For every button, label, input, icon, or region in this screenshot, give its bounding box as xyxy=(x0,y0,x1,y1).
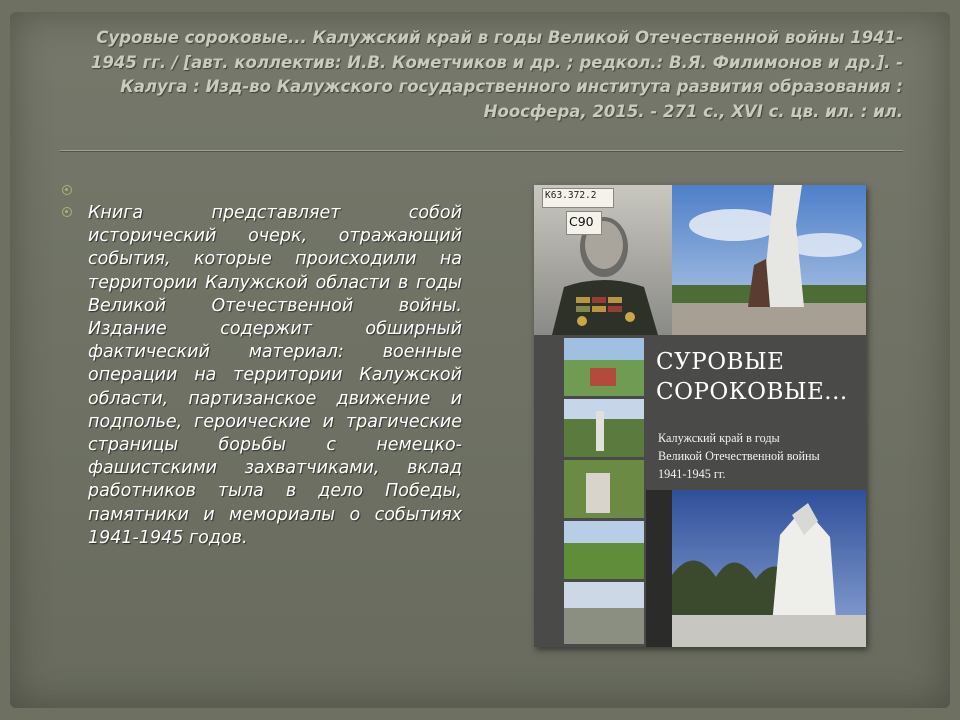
cover-subtitle-line2: Великой Отечественной войны xyxy=(658,449,820,463)
title-divider xyxy=(60,150,903,151)
cover-title-line2: СОРОКОВЫЕ... xyxy=(656,379,848,405)
bullet-list xyxy=(62,180,462,550)
library-letter-sticker xyxy=(566,211,602,235)
slide-title: Суровые сороковые... Калужский край в годы Великой Отечественной войны 1941-1945 гг. / [авт. коллектив: И.В. Кометчиков и др. ; редкол.: В.Я. Филимонов и др.]. - Калуга : Изд-во Калужского государственного института развития образования : Ноосфера, 2015. - 271 с., XVI с. цв. ил. : ил. xyxy=(90,28,903,121)
bullet-icon xyxy=(62,207,72,217)
cover-subtitle-line1: Калужский край в годы xyxy=(658,431,780,445)
library-code: К63.372.2 xyxy=(545,190,597,201)
bullet-item-description xyxy=(62,202,462,550)
cover-title xyxy=(656,347,848,407)
library-letter: С90 xyxy=(569,214,594,229)
cover-subtitle-line3: 1941-1945 гг. xyxy=(658,467,726,481)
bullet-item-empty xyxy=(62,180,462,202)
bullet-icon xyxy=(62,185,72,195)
cover-title-panel xyxy=(646,335,866,490)
library-code-sticker xyxy=(542,188,614,208)
book-cover-image xyxy=(534,185,866,647)
cover-subtitle xyxy=(658,429,863,483)
book-description: Книга представляет собой исторический очерк, отражающий события, которые происходили на территории Калужской области в годы Великой Отечественной войны. Издание содержит обширный фактический материал: военные операции на территории Калужской области, партизанское движение и подполье, героические и трагические страницы борьбы с немецко-фашистскими захватчиками, вклад работников тыла в дело Победы, памятники и мемориалы о событиях 1941-1945 годов. xyxy=(88,203,462,548)
cover-title-line1: СУРОВЫЕ xyxy=(656,349,785,375)
